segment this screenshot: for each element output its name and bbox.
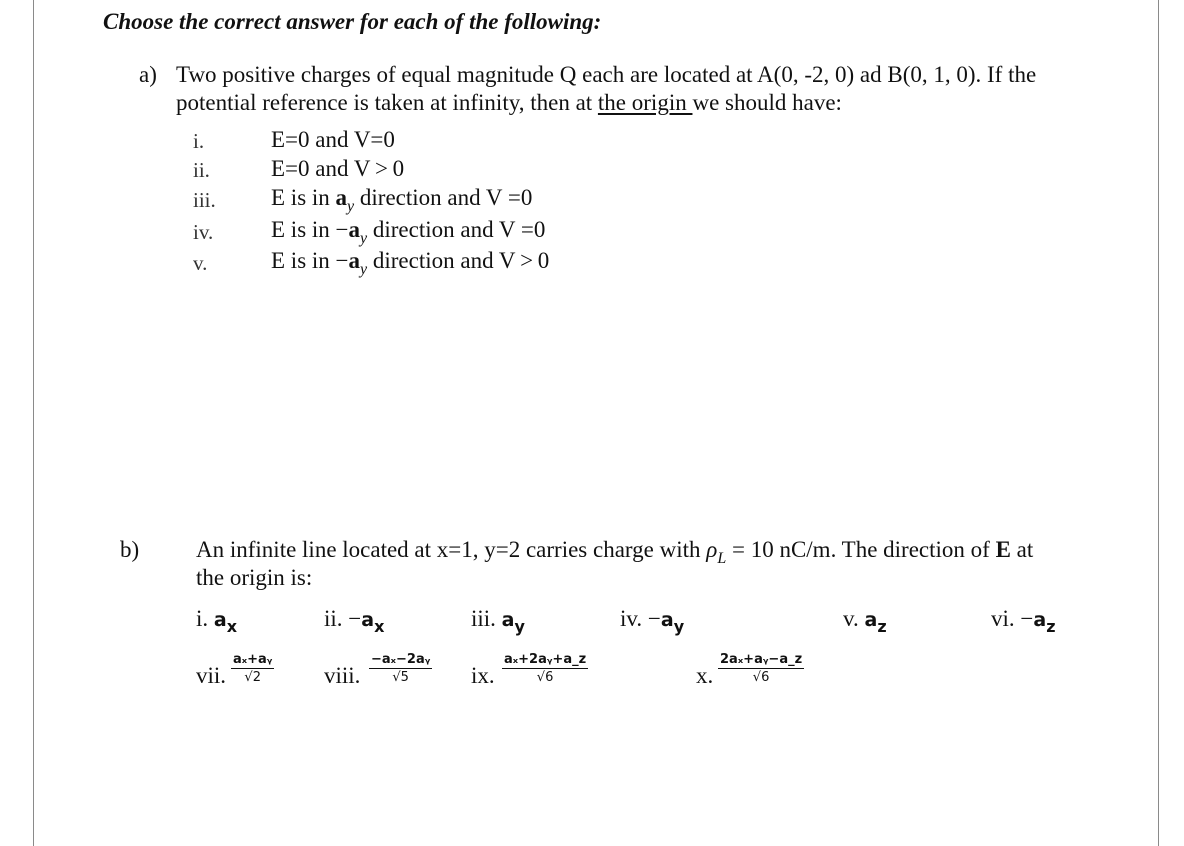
page-right-border: [1158, 0, 1159, 846]
choice-b-vi: [991, 606, 1056, 636]
part-b-question-line2: the origin is:: [196, 565, 313, 590]
option-a-v-post: direction and V > 0: [367, 248, 550, 273]
fraction-numerator: −aₓ−2aᵧ: [371, 652, 431, 667]
part-b-line1-mid: = 10 nC/m. The direction of: [726, 537, 996, 562]
unit-vector-subscript: z: [1046, 617, 1056, 636]
page-left-border: [33, 0, 34, 846]
choice-b-ix-fraction: [502, 652, 588, 685]
part-a-question-line1: Two positive charges of equal magnitude Q each are located at A(0, -2, 0) ad B(0, 1, 0). If the: [176, 62, 1037, 87]
option-a-iii-post: direction and V =0: [354, 185, 533, 210]
unit-vector-subscript: y: [514, 617, 525, 636]
unit-vector-subscript: z: [877, 617, 887, 636]
choice-number: v.: [843, 606, 859, 631]
part-b-line1-pre: An infinite line located at x=1, y=2 carries charge with: [196, 537, 707, 562]
unit-vector-subscript: y: [360, 261, 368, 278]
choice-b-x-number: x.: [696, 663, 714, 688]
unit-vector-a: a: [1033, 609, 1047, 631]
choice-b-iii: [471, 606, 525, 636]
unit-vector-a: a: [361, 609, 375, 631]
choice-number: ii.: [324, 606, 343, 631]
choice-b-viii-number: viii.: [324, 663, 361, 688]
part-a-question-line2: [176, 90, 842, 116]
part-a-label: a): [139, 62, 157, 87]
fraction-denominator: √5: [392, 670, 409, 685]
unit-vector-subscript: y: [673, 617, 685, 636]
fraction-denominator: √2: [244, 670, 261, 685]
unit-vector-subscript: y: [347, 198, 355, 215]
choice-b-ii: [324, 606, 385, 636]
page-title: Choose the correct answer for each of the following:: [103, 9, 602, 34]
option-a-i-text: E=0 and V=0: [271, 127, 395, 152]
option-a-v-pre: E is in −: [271, 248, 349, 273]
unit-vector-a: a: [660, 609, 674, 631]
unit-vector-subscript: x: [374, 617, 385, 636]
option-a-iii-pre: E is in: [271, 185, 336, 210]
fraction-numerator: 2aₓ+aᵧ−a_z: [720, 652, 803, 667]
fraction-denominator: √6: [752, 670, 770, 685]
rho-subscript: L: [717, 550, 727, 567]
choice-sign: −: [348, 606, 362, 631]
option-a-i-number: i.: [193, 129, 205, 153]
choice-sign: −: [647, 606, 661, 631]
option-a-v-number: v.: [193, 251, 208, 275]
unit-vector-a: a: [501, 609, 515, 631]
unit-vector-a: a: [348, 217, 361, 242]
unit-vector-a: a: [348, 248, 361, 273]
unit-vector-a: a: [213, 609, 227, 631]
choice-number: vi.: [991, 606, 1015, 631]
part-a-line2-post: we should have:: [692, 90, 842, 115]
choice-b-i: [196, 606, 238, 636]
electric-field-E: E: [995, 537, 1011, 562]
unit-vector-a: a: [864, 609, 878, 631]
choice-number: iii.: [471, 606, 496, 631]
option-a-iv-text: [271, 217, 546, 247]
part-a-line2-pre: potential reference is taken at infinity, then at: [176, 90, 598, 115]
fraction-numerator: aₓ+aᵧ: [233, 652, 273, 667]
choice-b-viii-fraction: [369, 652, 432, 685]
unit-vector-subscript: y: [360, 230, 368, 247]
choice-b-vii-number: vii.: [196, 663, 227, 688]
choice-number: iv.: [620, 606, 643, 631]
choice-number: i.: [196, 606, 209, 631]
option-a-iv-post: direction and V =0: [367, 217, 546, 242]
choice-b-vii-fraction: [231, 652, 274, 685]
fraction-denominator: √6: [536, 670, 554, 685]
option-a-ii-text: E=0 and V > 0: [271, 156, 405, 181]
fraction-numerator: aₓ+2aᵧ+a_z: [504, 652, 587, 667]
unit-vector-a: a: [335, 185, 348, 210]
choice-b-ix-number: ix.: [471, 663, 495, 688]
option-a-iii-text: [271, 185, 533, 215]
part-a-line2-underlined: the origin: [597, 90, 693, 115]
unit-vector-subscript: x: [226, 617, 238, 636]
choice-b-v: [843, 606, 887, 636]
choice-b-x-fraction: [718, 652, 804, 685]
option-a-iii-number: iii.: [193, 188, 216, 212]
option-a-iv-number: iv.: [193, 220, 214, 244]
choice-sign: −: [1020, 606, 1034, 631]
part-b-line1-post: at: [1010, 537, 1034, 562]
option-a-v-text: [271, 248, 550, 278]
choice-b-iv: [620, 606, 685, 636]
part-b-question-line1: [196, 537, 1034, 567]
option-a-ii-number: ii.: [193, 158, 210, 182]
option-a-iv-pre: E is in −: [271, 217, 349, 242]
rho-symbol: ρ: [706, 537, 718, 562]
part-b-label: b): [120, 537, 140, 562]
